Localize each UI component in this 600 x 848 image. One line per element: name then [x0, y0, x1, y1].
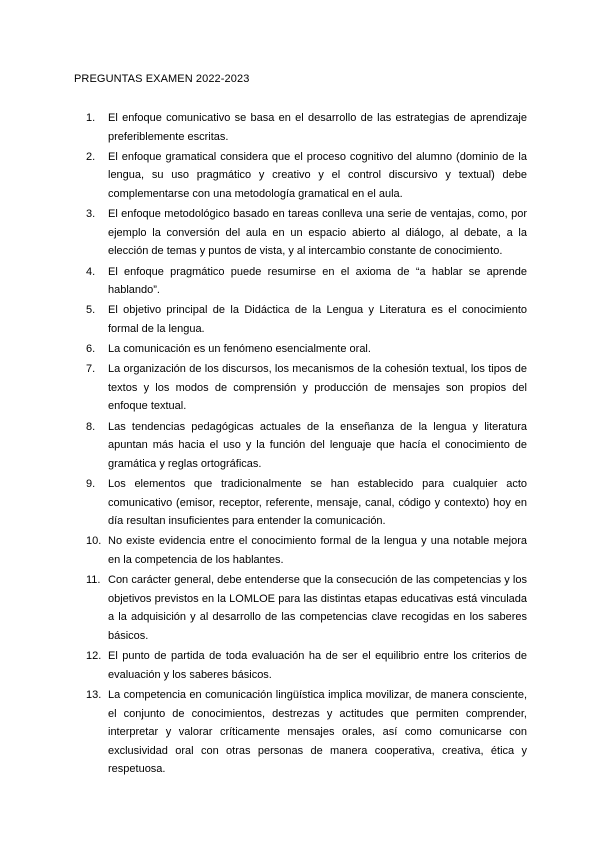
- question-text: El objetivo principal de la Didáctica de la Lengua y Literatura es el conocimiento formal de la lengua.: [108, 304, 527, 335]
- question-item-4: [86, 263, 527, 300]
- question-text: La organización de los discursos, los mecanismos de la cohesión textual, los tipos de textos y los modos de comprensión y producción de mensajes son propios del enfoque textual.: [108, 363, 527, 413]
- question-item-13: [86, 686, 527, 779]
- question-item-2: [86, 148, 527, 204]
- question-item-1: [86, 109, 527, 146]
- question-number: 6.: [86, 343, 96, 356]
- question-number: 9.: [86, 478, 96, 491]
- question-text: El enfoque gramatical considera que el proceso cognitivo del alumno (dominio de la lengua, su uso pragmático y creativo y el control discursivo y textual) debe complementarse con una metodología gramatical en el aula.: [108, 150, 527, 200]
- question-number: 10.: [86, 535, 102, 548]
- page-title: PREGUNTAS EXAMEN 2022-2023: [74, 73, 250, 85]
- question-number: 5.: [86, 304, 96, 317]
- question-text: El enfoque comunicativo se basa en el desarrollo de las estrategias de aprendizaje preferiblemente escritas.: [108, 112, 527, 143]
- question-text: Con carácter general, debe entenderse que la consecución de las competencias y los objetivos previstos en la LOMLOE para las distintas etapas educativas está vinculada a la adquisición y al desarrollo de las competencias clave recogidas en los saberes básicos.: [108, 574, 527, 642]
- question-number: 11.: [86, 574, 101, 587]
- question-number: 1.: [86, 112, 96, 124]
- question-number: 12.: [86, 650, 102, 663]
- question-text: El enfoque metodológico basado en tareas conlleva una serie de ventajas, como, por ejemplo la conversión del aula en un espacio abierto al diálogo, al debate, a la elección de temas y puntos de vista, y al intercambio constante de conocimiento.: [108, 208, 527, 258]
- question-item-11: [86, 571, 527, 645]
- question-item-10: [86, 532, 527, 569]
- question-number: 2.: [86, 150, 96, 163]
- question-text: Las tendencias pedagógicas actuales de la enseñanza de la lengua y literatura apuntan más hacia el uso y la función del lenguaje que hacía el conocimiento de gramática y reglas ortográficas.: [108, 420, 527, 470]
- question-text: Los elementos que tradicionalmente se han establecido para cualquier acto comunicativo (emisor, receptor, referente, mensaje, canal, código y contexto) hoy en día resultan insuficientes para entender la comunicación.: [108, 478, 527, 528]
- question-item-8: [86, 418, 527, 474]
- question-text: La competencia en comunicación lingüística implica movilizar, de manera consciente, el conjunto de conocimientos, destrezas y actitudes que permiten comprender, interpretar y valorar críticamente mensajes orales, así como comunicarse con exclusividad oral con otras personas de manera cooperativa, creativa, ética y respetuosa.: [108, 688, 527, 776]
- question-number: 4.: [86, 265, 96, 278]
- question-item-12: [86, 647, 527, 684]
- question-text: El punto de partida de toda evaluación ha de ser el equilibrio entre los criterios de evaluación y los saberes básicos.: [108, 650, 527, 681]
- question-number: 8.: [86, 420, 96, 433]
- question-text: El enfoque pragmático puede resumirse en el axioma de “a hablar se aprende hablando”.: [108, 265, 527, 297]
- question-item-5: [86, 301, 527, 338]
- question-number: 7.: [86, 363, 96, 376]
- question-number: 13.: [86, 688, 102, 701]
- question-text: No existe evidencia entre el conocimiento formal de la lengua y una notable mejora en la competencia de los hablantes.: [108, 535, 527, 566]
- question-text: La comunicación es un fenómeno esencialmente oral.: [108, 343, 371, 356]
- question-item-9: [86, 475, 527, 531]
- question-item-6: [86, 340, 527, 359]
- question-number: 3.: [86, 208, 96, 221]
- question-list: [86, 109, 527, 781]
- question-item-3: [86, 205, 527, 261]
- question-item-7: [86, 360, 527, 416]
